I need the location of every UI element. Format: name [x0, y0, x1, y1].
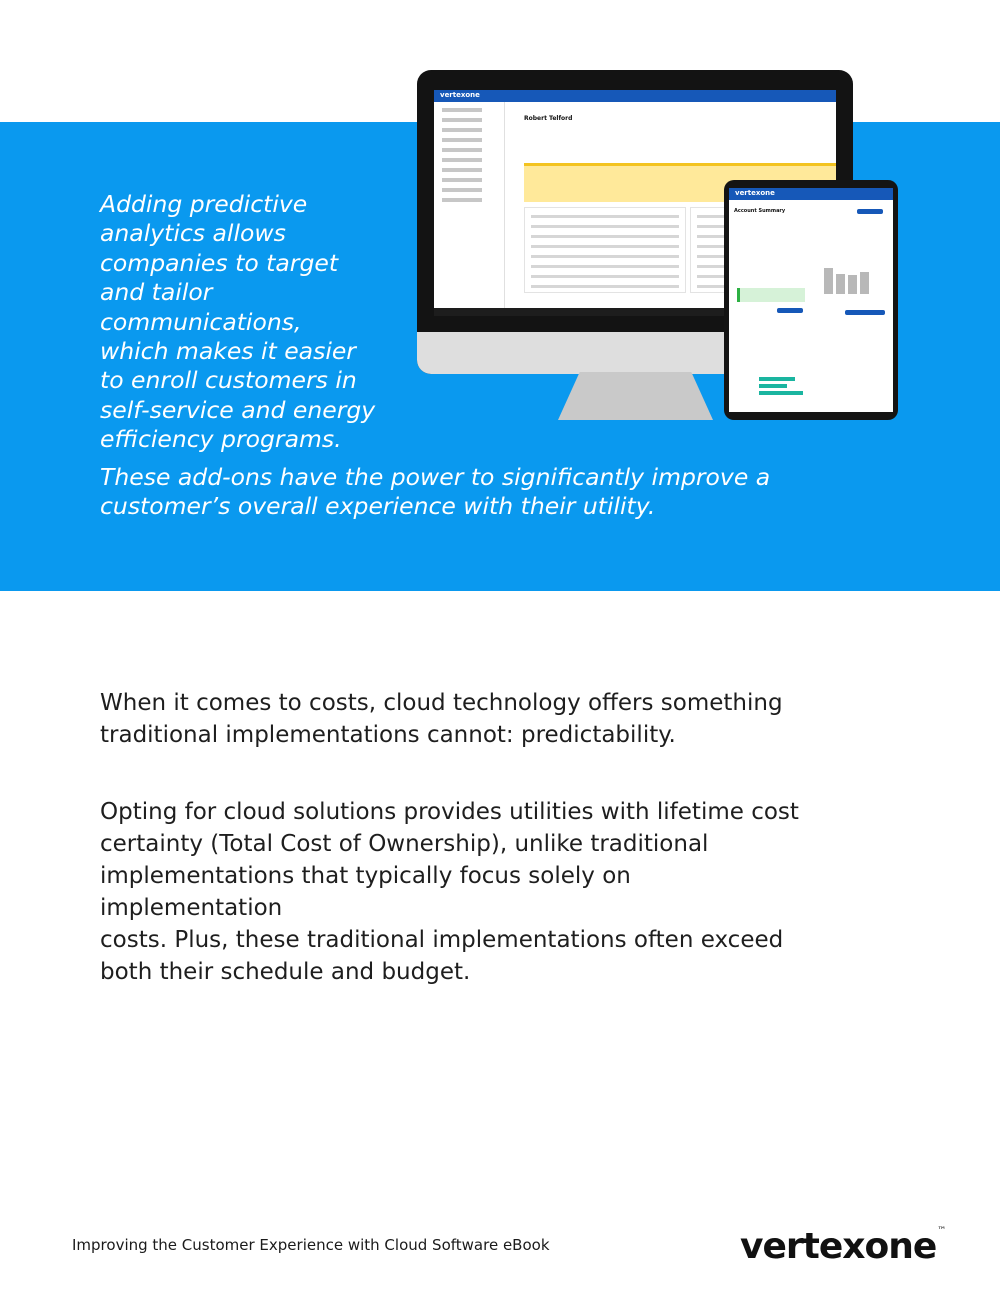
make-payment-button: [777, 308, 803, 313]
monitor-brand: vertexone: [440, 91, 480, 99]
quote-line: communications,: [100, 307, 302, 336]
usage-bars-illustration: [759, 374, 803, 395]
tablet-screen: [729, 188, 893, 412]
logo-text: vertexone: [740, 1226, 937, 1267]
monitor-stand: [558, 372, 713, 420]
quote-line: self-service and energy: [100, 395, 376, 424]
cost-paragraph: [100, 687, 820, 751]
quote-line: Adding predictive: [100, 190, 308, 218]
paragraph-line: When it comes to costs, cloud technology offers something: [100, 690, 783, 716]
view-billing-button: [845, 310, 885, 315]
paragraph-line: implementations that typically focus solely on implementation: [100, 863, 631, 921]
quote-secondary-line: customer’s overall experience with their utility.: [100, 492, 656, 521]
customer-name: Robert Telford: [524, 115, 573, 122]
app-header-bar: [434, 90, 836, 102]
paragraph-line: both their schedule and budget.: [100, 959, 471, 985]
tablet-brand: vertexone: [735, 189, 775, 197]
quote-line: which makes it easier: [100, 337, 356, 366]
tablet-button: [857, 209, 883, 214]
footer-title: Improving the Customer Experience with Cloud Software eBook: [72, 1236, 550, 1254]
logo-trademark: ™: [937, 1226, 946, 1236]
tablet-header-bar: [729, 188, 893, 200]
quote-line: to enroll customers in: [100, 366, 357, 395]
hero-quote: [100, 190, 400, 455]
tablet-title: Account Summary: [734, 208, 786, 214]
paragraph-line: Opting for cloud solutions provides utilities with lifetime cost: [100, 799, 799, 825]
tablet-mockup: [724, 180, 898, 420]
app-sidebar: [434, 102, 505, 308]
quote-line: and tailor: [100, 278, 213, 307]
hero-quote-secondary: [100, 463, 800, 522]
quote-line: companies to target: [100, 248, 339, 277]
payment-notice: [737, 288, 805, 302]
quote-secondary-line: These add-ons have the power to significantly improve a: [100, 463, 771, 491]
paragraph-line: traditional implementations cannot: predictability.: [100, 722, 676, 748]
history-chart-illustration: [824, 266, 884, 294]
quote-line: analytics allows: [100, 219, 286, 248]
paragraph-line: certainty (Total Cost of Ownership), unlike traditional: [100, 831, 709, 857]
tco-paragraph: [100, 796, 820, 988]
quote-line: efficiency programs.: [100, 425, 342, 454]
vertexone-logo: [740, 1226, 945, 1267]
account-panel: [524, 207, 686, 293]
paragraph-line: costs. Plus, these traditional implementations often exceed: [100, 927, 784, 953]
